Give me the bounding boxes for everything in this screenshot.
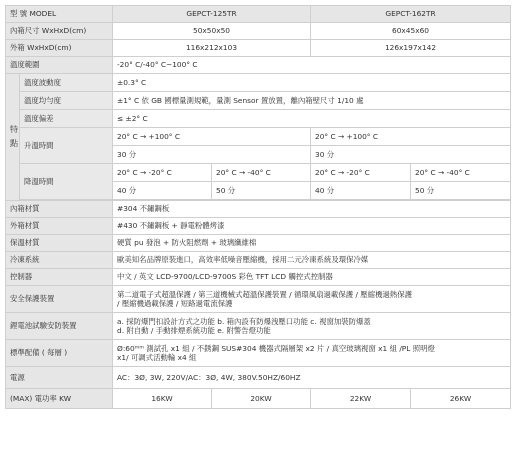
heating-b-time: 30 分 bbox=[311, 146, 511, 164]
max-power-3: 22KW bbox=[311, 389, 411, 409]
spec-sheet bbox=[5, 5, 510, 409]
safety-line-1: 第二道電子式超溫保護 / 第三道機械式超溫保護裝置 / 循環風扇過載保護 / 壓縮機過熱保護 bbox=[117, 289, 413, 299]
outer-size-row bbox=[6, 40, 511, 57]
safety-row bbox=[6, 286, 511, 313]
battery-safety-line-2: d. 附自動 / 手動排煙系統功能 e. 附警告燈功能 bbox=[117, 326, 271, 335]
cooling-system-value: 歐美知名品牌原裝進口，高效率低噪音壓縮機，採用二元冷凍系統及環保冷媒 bbox=[113, 252, 511, 269]
temp-range-label: 溫度範圍 bbox=[6, 57, 113, 74]
cooling-b2-time: 50 分 bbox=[411, 182, 511, 200]
max-power-4: 26KW bbox=[411, 389, 511, 409]
outer-size-label: 外箱 WxHxD(cm) bbox=[6, 40, 113, 57]
model-row bbox=[6, 6, 511, 23]
fluctuation-value: ±0.3° C bbox=[113, 74, 511, 92]
cooling-a1-time: 40 分 bbox=[113, 182, 212, 200]
battery-safety-line-1: a. 採防爆門扣設計方式之功能 b. 箱內設有防爆洩壓口功能 c. 視窗加裝防爆蓋 bbox=[117, 316, 371, 326]
standard-config-line-1: Ø:60ᵐᵐ 測試孔 x1 組 / 不銹鋼 SUS#304 機器式隔層架 x2 片 / 真空玻璃視窗 x1 組 /PL 照明燈 bbox=[117, 343, 435, 353]
standard-config-line-2: x1/ 可調式活動輪 x4 組 bbox=[117, 353, 197, 362]
outer-material-value: #430 不鏽鋼板 + 靜電粉體烤漆 bbox=[113, 218, 511, 235]
battery-safety-value bbox=[113, 313, 511, 340]
safety-line-2: / 壓縮機過載保護 / 短路過電流保護 bbox=[117, 299, 233, 308]
model-a: GEPCT-125TR bbox=[113, 6, 311, 23]
inner-size-label: 內箱尺寸 WxHxD(cm) bbox=[6, 23, 113, 40]
deviation-row bbox=[6, 110, 511, 128]
controller-value: 中文 / 英文 LCD-9700/LCD-9700S 彩色 TFT LCD 觸控式控制器 bbox=[113, 269, 511, 286]
deviation-value: ≤ ±2° C bbox=[113, 110, 511, 128]
uniformity-label: 溫度均勻度 bbox=[20, 92, 113, 110]
features-section-label: 特點 bbox=[6, 74, 20, 201]
fluctuation-label: 溫度波動度 bbox=[20, 74, 113, 92]
insulation-value: 硬質 pu 發泡 + 防火阻燃劑 + 玻璃纖維棉 bbox=[113, 235, 511, 252]
uniformity-value: ±1° C 依 GB 國標量測規範，量測 Sensor 置放置，離內箱壁尺寸 1/10 處 bbox=[113, 92, 511, 110]
max-power-2: 20KW bbox=[212, 389, 311, 409]
power-row bbox=[6, 367, 511, 389]
heating-label: 升溫時間 bbox=[20, 128, 113, 164]
controller-label: 控制器 bbox=[6, 269, 113, 286]
temp-range-row bbox=[6, 57, 511, 74]
heating-a-range: 20° C → +100° C bbox=[113, 128, 311, 146]
standard-config-value bbox=[113, 340, 511, 367]
temp-range-value: -20° C/-40° C~100° C bbox=[113, 57, 511, 74]
outer-material-row bbox=[6, 218, 511, 235]
fluctuation-row bbox=[6, 74, 511, 92]
power-label: 電源 bbox=[6, 367, 113, 389]
battery-safety-row bbox=[6, 313, 511, 340]
cooling-b1-time: 40 分 bbox=[311, 182, 411, 200]
uniformity-row bbox=[6, 92, 511, 110]
inner-material-row bbox=[6, 201, 511, 218]
safety-value bbox=[113, 286, 511, 313]
cooling-b1-range: 20° C → -20° C bbox=[311, 164, 411, 182]
inner-size-a: 50x50x50 bbox=[113, 23, 311, 40]
insulation-label: 保溫材質 bbox=[6, 235, 113, 252]
cooling-a2-time: 50 分 bbox=[212, 182, 311, 200]
cooling-a1-range: 20° C → -20° C bbox=[113, 164, 212, 182]
heating-b-range: 20° C → +100° C bbox=[311, 128, 511, 146]
cooling-row bbox=[6, 164, 511, 182]
power-value: AC：3Ø, 3W, 220V/AC：3Ø, 4W, 380V.50HZ/60HZ bbox=[113, 367, 511, 389]
inner-material-value: #304 不鏽鋼板 bbox=[113, 201, 511, 218]
cooling-system-label: 冷凍系統 bbox=[6, 252, 113, 269]
standard-config-row bbox=[6, 340, 511, 367]
max-power-label: (MAX) 電功率 KW bbox=[6, 389, 113, 409]
outer-size-b: 126x197x142 bbox=[311, 40, 511, 57]
heating-a-time: 30 分 bbox=[113, 146, 311, 164]
safety-label: 安全保護裝置 bbox=[6, 286, 113, 313]
cooling-system-row bbox=[6, 252, 511, 269]
max-power-1: 16KW bbox=[113, 389, 212, 409]
max-power-row bbox=[6, 389, 511, 409]
controller-row bbox=[6, 269, 511, 286]
cooling-a2-range: 20° C → -40° C bbox=[212, 164, 311, 182]
battery-safety-label: 鋰電池試驗安防裝置 bbox=[6, 313, 113, 340]
outer-size-a: 116x212x103 bbox=[113, 40, 311, 57]
model-b: GEPCT-162TR bbox=[311, 6, 511, 23]
inner-size-row bbox=[6, 23, 511, 40]
cooling-b2-range: 20° C → -40° C bbox=[411, 164, 511, 182]
inner-size-b: 60x45x60 bbox=[311, 23, 511, 40]
spec-table bbox=[5, 5, 511, 409]
deviation-label: 溫度偏差 bbox=[20, 110, 113, 128]
cooling-label: 降溫時間 bbox=[20, 164, 113, 200]
model-label: 型 號 MODEL bbox=[6, 6, 113, 23]
heating-row bbox=[6, 128, 511, 146]
inner-material-label: 內箱材質 bbox=[6, 201, 113, 218]
outer-material-label: 外箱材質 bbox=[6, 218, 113, 235]
insulation-row bbox=[6, 235, 511, 252]
standard-config-label: 標準配備 ( 每層 ) bbox=[6, 340, 113, 367]
